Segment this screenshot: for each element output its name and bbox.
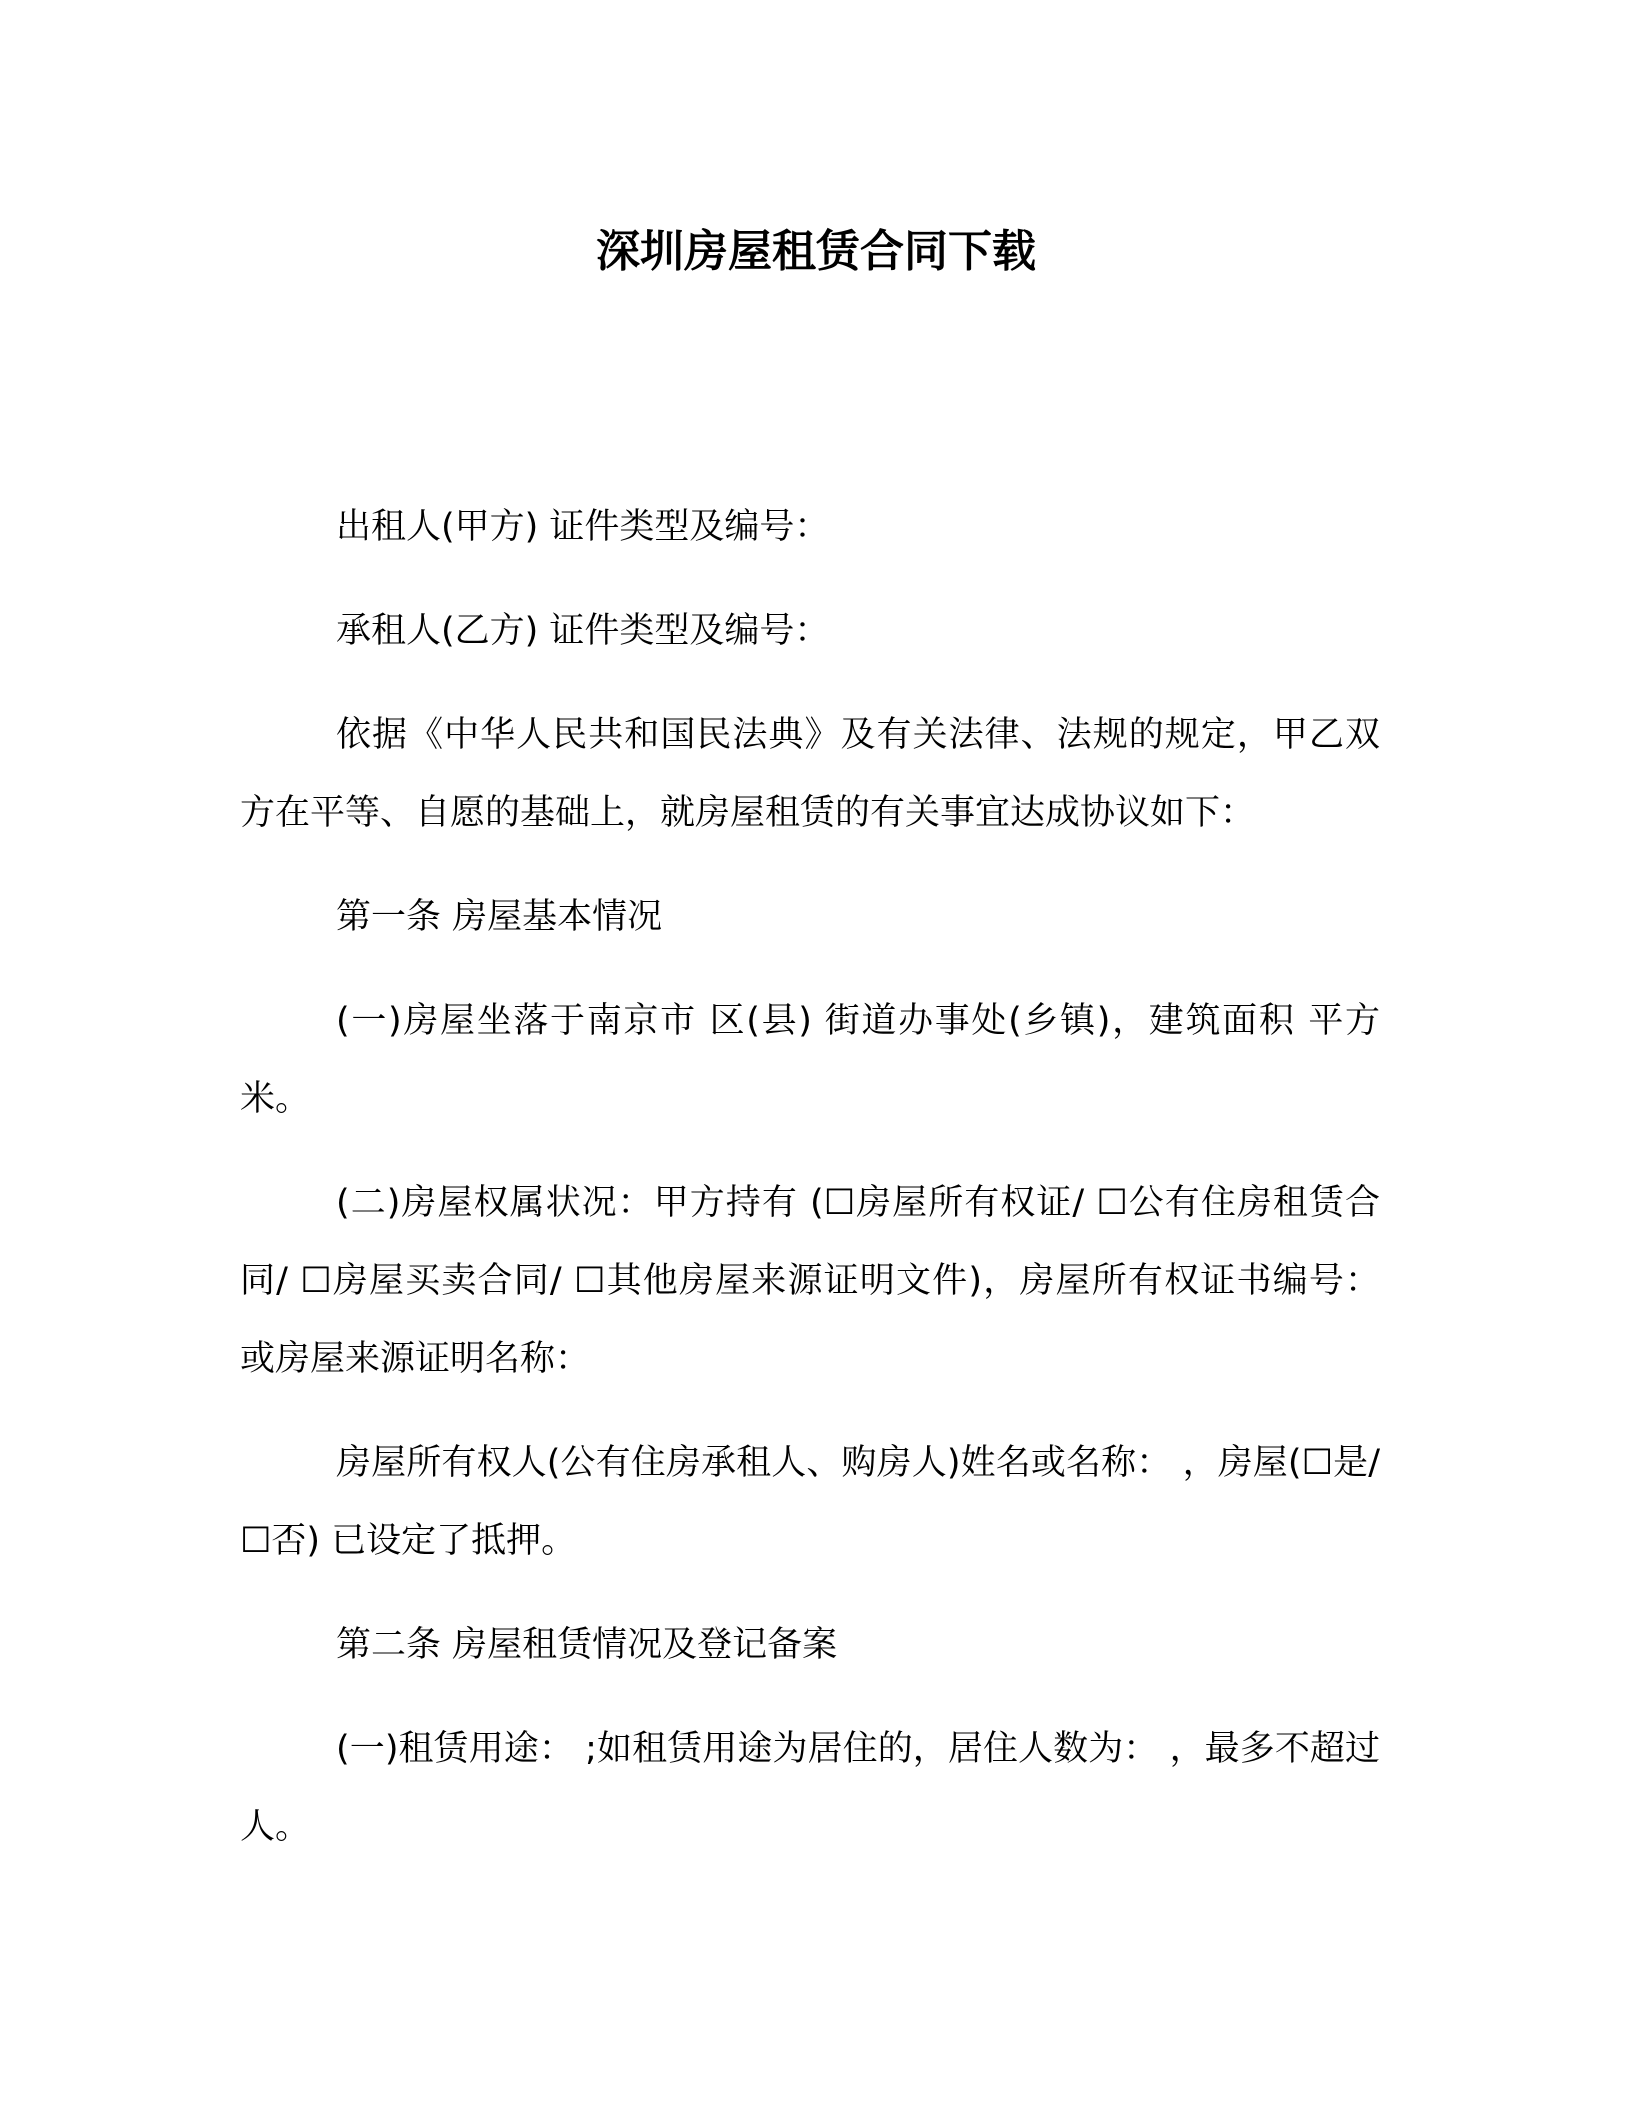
- property-location-paragraph: (一)房屋坐落于南京市 区(县) 街道办事处(乡镇)，建筑面积 平方米。: [240, 1001, 1380, 1119]
- article-2-heading: 第二条 房屋租赁情况及登记备案: [336, 1625, 838, 1665]
- owner-mortgage-paragraph: 房屋所有权人(公有住房承租人、购房人)姓名或名称： ，房屋(☐是/ ☐否) 已设定了抵押。: [240, 1443, 1380, 1561]
- legal-basis-paragraph: 依据《中华人民共和国民法典》及有关法律、法规的规定，甲乙双方在平等、自愿的基础上，就房屋租赁的有关事宜达成协议如下：: [240, 715, 1380, 833]
- document-body: [240, 488, 1380, 1892]
- lessor-id-line: 出租人(甲方) 证件类型及编号：: [336, 507, 830, 547]
- rental-purpose-paragraph: (一)租赁用途： ;如租赁用途为居住的，居住人数为： ，最多不超过 人。: [240, 1729, 1380, 1847]
- property-ownership-paragraph: (二)房屋权属状况：甲方持有 (☐房屋所有权证/ ☐公有住房租赁合同/ ☐房屋买卖合同/ ☐其他房屋来源证明文件)，房屋所有权证书编号： 或房屋来源证明名称：: [240, 1183, 1380, 1379]
- lessee-id-line: 承租人(乙方) 证件类型及编号：: [336, 611, 830, 651]
- article-1-heading: 第一条 房屋基本情况: [336, 897, 663, 937]
- document-title: 深圳房屋租赁合同下载: [596, 226, 1036, 277]
